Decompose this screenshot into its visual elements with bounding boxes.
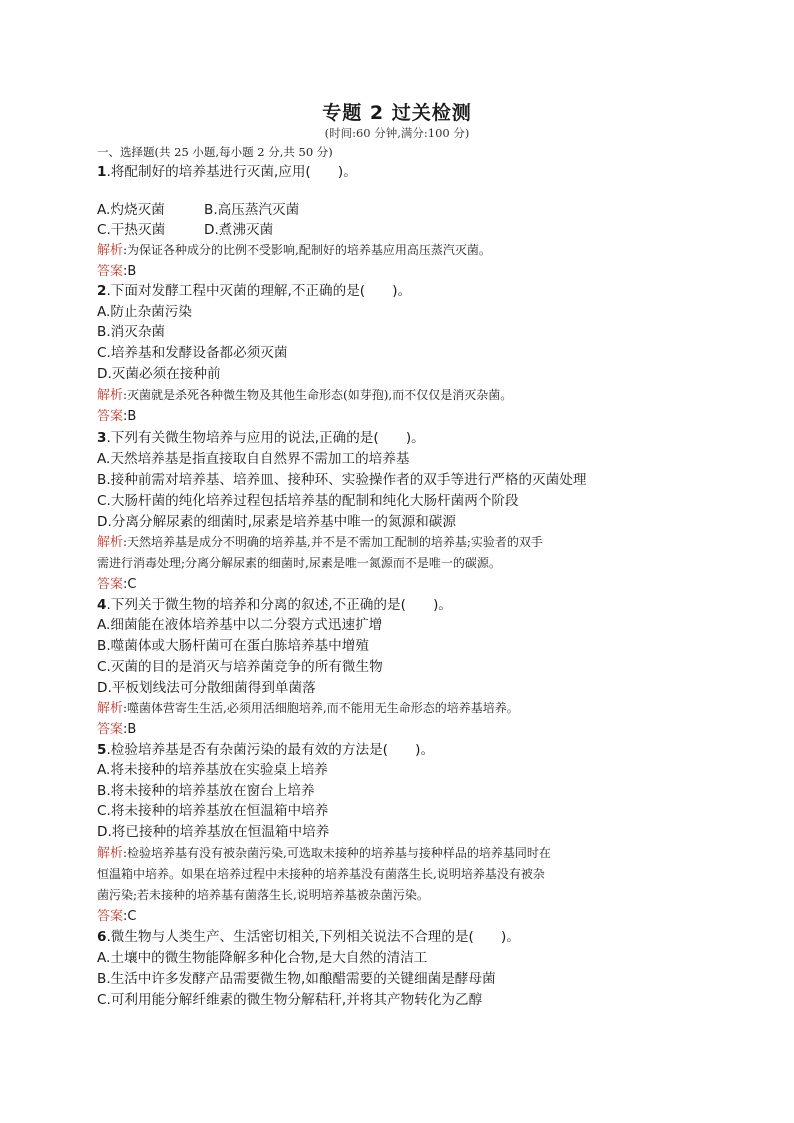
option: A.将未接种的培养基放在实验桌上培养 <box>97 762 328 778</box>
answer-value: :B <box>123 264 137 279</box>
analysis-text: :检验培养基有没有被杂菌污染,可选取未接种的培养基与接种样品的培养基同时在 <box>123 846 551 860</box>
question-stem <box>97 281 411 301</box>
analysis-label: 解析 <box>97 243 124 258</box>
option: D.分离分解尿素的细菌时,尿素是培养基中唯一的氮源和碳源 <box>97 514 456 530</box>
option: D.煮沸灭菌 <box>204 222 274 238</box>
option: D.将已接种的培养基放在恒温箱中培养 <box>97 824 330 840</box>
analysis <box>97 843 551 864</box>
option: B.高压蒸汽灭菌 <box>204 202 300 218</box>
question-stem <box>97 428 425 448</box>
analysis-continued: 菌污染;若未接种的培养基有菌落生长,说明培养基被杂菌污染。 <box>97 888 429 902</box>
option: C.干热灭菌 <box>97 222 166 238</box>
question-text: .将配制好的培养基进行灭菌,应用( )。 <box>106 164 357 180</box>
option: C.大肠杆菌的纯化培养过程包括培养基的配制和纯化大肠杆菌两个阶段 <box>97 493 519 509</box>
analysis <box>97 698 519 719</box>
option: B.消灭杂菌 <box>97 324 166 340</box>
analysis-label: 解析 <box>97 846 124 861</box>
question-number: 3 <box>97 430 107 446</box>
question-number: 4 <box>97 597 107 613</box>
analysis-continued: 恒温箱中培养。如果在培养过程中未接种的培养基没有菌落生长,说明培养基没有被杂 <box>97 867 545 881</box>
option: C.灭菌的目的是消灭与培养菌竞争的所有微生物 <box>97 659 383 675</box>
option: B.将未接种的培养基放在窗台上培养 <box>97 783 315 799</box>
option: B.接种前需对培养基、培养皿、接种环、实验操作者的双手等进行严格的灭菌处理 <box>97 472 587 488</box>
analysis-text: :噬菌体营寄生生活,必须用活细胞培养,而不能用无生命形态的培养基培养。 <box>123 701 519 715</box>
option: D.平板划线法可分散细菌得到单菌落 <box>97 680 316 696</box>
answer-value: :B <box>123 722 137 737</box>
option: A.土壤中的微生物能降解多种化合物,是大自然的清洁工 <box>97 950 428 966</box>
answer-value: :C <box>123 909 137 924</box>
question-stem <box>97 740 434 760</box>
page-subtitle: (时间:60 分钟,满分:100 分) <box>324 126 470 140</box>
answer <box>97 906 136 927</box>
analysis <box>97 385 512 406</box>
answer-value: :B <box>123 409 137 424</box>
option-row <box>97 200 299 220</box>
option: D.灭菌必须在接种前 <box>97 366 221 382</box>
option: A.灼烧灭菌 <box>97 202 165 218</box>
answer-label: 答案 <box>97 722 124 737</box>
question-text: .微生物与人类生产、生活密切相关,下列相关说法不合理的是( )。 <box>106 929 520 945</box>
answer <box>97 406 136 427</box>
analysis-text: :为保证各种成分的比例不受影响,配制好的培养基应用高压蒸汽灭菌。 <box>123 243 491 257</box>
answer-label: 答案 <box>97 909 124 924</box>
analysis-label: 解析 <box>97 535 124 550</box>
option: B.生活中许多发酵产品需要微生物,如酿醋需要的关键细菌是酵母菌 <box>97 971 496 987</box>
question-text: .下列有关微生物培养与应用的说法,正确的是( )。 <box>106 430 425 446</box>
question-number: 2 <box>97 283 107 299</box>
question-number: 6 <box>97 929 107 945</box>
answer-label: 答案 <box>97 409 124 424</box>
option-row <box>97 220 273 240</box>
analysis-label: 解析 <box>97 701 124 716</box>
option: A.防止杂菌污染 <box>97 304 192 320</box>
answer <box>97 719 136 740</box>
question-stem <box>97 595 452 615</box>
option: A.细菌能在液体培养基中以二分裂方式迅速扩增 <box>97 617 383 633</box>
section-heading: 一、选择题(共 25 小题,每小题 2 分,共 50 分) <box>97 145 333 159</box>
answer <box>97 261 136 282</box>
question-text: .检验培养基是否有杂菌污染的最有效的方法是( )。 <box>106 742 435 758</box>
question-stem <box>97 927 520 947</box>
answer <box>97 574 136 595</box>
analysis-text: :灭菌就是杀死各种微生物及其他生命形态(如芽孢),而不仅仅是消灭杂菌。 <box>123 388 513 402</box>
page-title: 专题 2 过关检测 <box>322 102 472 124</box>
analysis-text: :天然培养基是成分不明确的培养基,并不是不需加工配制的培养基;实验者的双手 <box>123 535 543 549</box>
option: C.将未接种的培养基放在恒温箱中培养 <box>97 803 329 819</box>
analysis <box>97 240 491 261</box>
question-text: .下面对发酵工程中灭菌的理解,不正确的是( )。 <box>106 283 412 299</box>
option: C.培养基和发酵设备都必须灭菌 <box>97 345 288 361</box>
analysis-continued: 需进行消毒处理;分离分解尿素的细菌时,尿素是唯一氮源而不是唯一的碳源。 <box>97 556 501 570</box>
answer-label: 答案 <box>97 577 124 592</box>
question-number: 1 <box>97 164 107 180</box>
option: A.天然培养基是指直接取自自然界不需加工的培养基 <box>97 451 410 467</box>
question-text: .下列关于微生物的培养和分离的叙述,不正确的是( )。 <box>106 597 452 613</box>
analysis <box>97 532 543 553</box>
question-number: 5 <box>97 742 107 758</box>
option: B.噬菌体或大肠杆菌可在蛋白胨培养基中增殖 <box>97 638 369 654</box>
analysis-label: 解析 <box>97 388 124 403</box>
answer-label: 答案 <box>97 264 124 279</box>
question-stem <box>97 162 357 182</box>
option: C.可利用能分解纤维素的微生物分解秸秆,并将其产物转化为乙醇 <box>97 992 483 1008</box>
answer-value: :C <box>123 577 137 592</box>
